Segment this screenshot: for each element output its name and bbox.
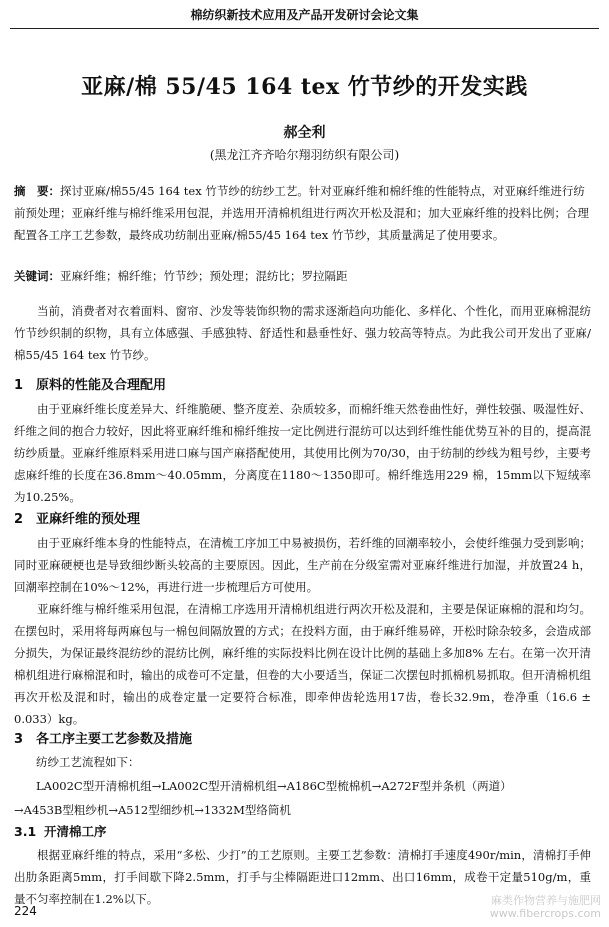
flow-line-1: LA002C型开清棉机组→LA002C型开清棉机组→A186C型梳棉机→A272F型并条机（两道） xyxy=(36,779,512,793)
process-flow xyxy=(36,750,591,798)
watermark xyxy=(490,894,601,920)
author-name: 郝全利 xyxy=(283,125,326,141)
author-affiliation: (黑龙江齐齐哈尔翔羽纺织有限公司) xyxy=(209,148,400,162)
section-title: 亚麻纤维的预处理 xyxy=(36,512,141,527)
keywords-text: 亚麻纤维；棉纤维；竹节纱；预处理；混纺比；罗拉隔距 xyxy=(60,269,348,283)
section-2-heading xyxy=(14,508,591,527)
keywords-label: 关键词： xyxy=(14,269,60,283)
watermark-line-1: 麻类作物营养与施肥网 xyxy=(491,894,601,907)
keywords xyxy=(14,266,591,286)
subsection-3-1-paragraph: 根据亚麻纤维的特点，采用“多松、少打”的工艺原则。主要工艺参数：清棉打手速度490r/min，清棉打手伸出肋条距离5mm，打手间歇下降2.5mm，打手与尘棒隔距进口12mm、出口16mm，成卷干定量510g/m，重量不匀率控制在1.2%以下。 xyxy=(14,848,591,906)
section-number: 1 xyxy=(14,378,24,393)
flow-line-2: →A453B型粗纱机→A512型细纱机→1332M型络筒机 xyxy=(14,803,291,817)
intro-paragraph: 当前，消费者对衣着面料、窗帘、沙发等装饰织物的需求逐渐趋向功能化、多样化、个性化，而用亚麻棉混纺竹节纱织制的织物，具有立体感强、手感独特、舒适性和悬垂性好、强力较高等特点。为此我公司开发出了亚麻/棉55/45 164 tex 竹节纱。 xyxy=(14,304,591,362)
watermark-line-2: www.fibercrops.com xyxy=(489,907,601,920)
page-number: 224 xyxy=(14,904,37,918)
section-1-heading xyxy=(14,374,591,393)
abstract-text: 探讨亚麻/棉55/45 164 tex 竹节纱的纺纱工艺。针对亚麻纤维和棉纤维的性能特点，对亚麻纤维进行纺前预处理；亚麻纤维与棉纤维采用包混，并选用开清棉机组进行两次开松及混和；加大亚麻纤维的投料比例；合理配置各工序工艺参数，最终成功纺制出亚麻/棉55/45 164 tex 竹节纱，其质量满足了使用要求。 xyxy=(14,184,589,242)
flow-intro: 纺纱工艺流程如下： xyxy=(36,755,140,769)
subsection-title: 开清棉工序 xyxy=(44,824,107,839)
paper-title: 亚麻/棉 55/45 164 tex 竹节纱的开发实践 xyxy=(81,74,528,100)
section-number: 2 xyxy=(14,512,24,527)
running-header: 棉纺织新技术应用及产品开发研讨会论文集 xyxy=(10,6,599,29)
abstract xyxy=(14,180,591,246)
abstract-label: 摘 要： xyxy=(14,184,60,198)
subsection-3-1-heading xyxy=(14,822,107,840)
section-3-heading xyxy=(14,728,591,747)
section-1-paragraph: 由于亚麻纤维长度差异大、纤维脆硬、整齐度差、杂质较多，而棉纤维天然卷曲性好，弹性较强、吸湿性好、纤维之间的抱合力较好，因此将亚麻纤维和棉纤维按一定比例进行混纺可以达到纤维性能优势互补的目的，提高混纺纱质量。亚麻纤维原料采用进口麻与国产麻搭配使用，其使用比例为70/30，由于纺制的纱线为粗号纱，主要考虑麻纤维的长度在36.8mm～40.05mm，分离度在1180～1350即可。棉纤维选用229 棉，15mm以下短绒率为10.25%。 xyxy=(14,402,591,504)
section-2-paragraph-1: 由于亚麻纤维本身的性能特点，在清梳工序加工中易被损伤，若纤维的回潮率较小，会使纤维强力受到影响；同时亚麻硬梗也是导致细纱断头较高的主要原因。因此，生产前在分级室需对亚麻纤维进行加湿，并放置24 h，回潮率控制在10%～12%，再进行进一步梳理后方可使用。 xyxy=(14,536,591,594)
subsection-number: 3.1 xyxy=(14,824,37,839)
section-title: 各工序主要工艺参数及措施 xyxy=(36,732,193,747)
section-2-paragraph-2: 亚麻纤维与棉纤维采用包混，在清棉工序选用开清棉机组进行两次开松及混和，主要是保证麻棉的混和均匀。在摆包时，采用将每两麻包与一棉包间隔放置的方式；在投料方面，由于麻纤维易碎，开松时除杂较多，会造成部分损失，为保证最终混纺纱的混纺比例，麻纤维的实际投料比例在设计比例的基础上多加8% 左右。在第一次开清棉机组进行麻棉混和时，输出的成卷可不定量，但卷的大小要适当，保证二次摆包时抓棉机易抓取。但开清棉机组再次开松及混和时，输出的成卷定量一定要符合标准，即牵伸齿轮选用17齿，卷长32.9m，卷净重（16.6 ± 0.033）kg。 xyxy=(14,602,591,726)
section-title: 原料的性能及合理配用 xyxy=(36,378,167,393)
section-number: 3 xyxy=(14,732,24,747)
